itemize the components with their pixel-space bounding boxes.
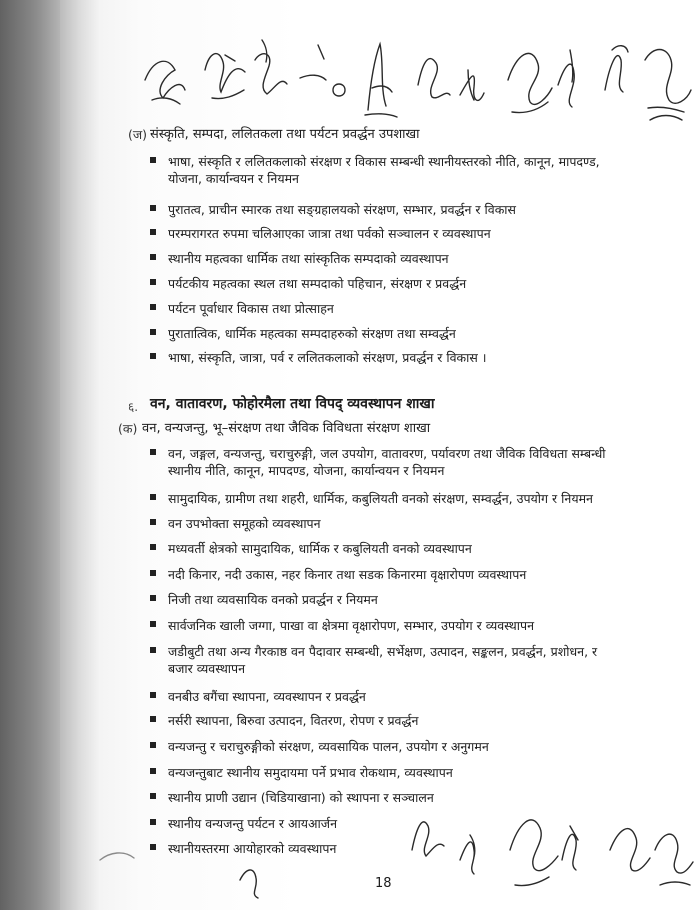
section-j-item-line: भाषा, संस्कृति र ललितकलाको संरक्षण र विकास सम्बन्धी स्थानीयस्तरको नीति, कानून, मापदण्ड, <box>168 154 600 169</box>
section-k-item <box>150 789 434 806</box>
bullet-square-icon <box>150 254 156 260</box>
section-k-item-line: स्थानीय प्राणी उद्यान (चिडियाखाना) को स्थापना र सञ्चालन <box>168 790 434 805</box>
bullet-square-icon <box>150 205 156 211</box>
section-k-item <box>150 643 597 677</box>
section-j-item-line-2: योजना, कार्यान्वयन र नियमन <box>168 171 299 186</box>
section-k-item <box>150 445 606 479</box>
section-k-item-line-2: बजार व्यवस्थापन <box>168 661 246 676</box>
section-k-item <box>150 688 366 705</box>
section-j-item <box>150 201 516 218</box>
bullet-square-icon <box>150 844 156 850</box>
section-k-item-line: वनबीउ बगैंचा स्थापना, व्यवस्थापन र प्रवर्द्धन <box>168 689 366 704</box>
section-j-item-line: पुरातत्व, प्राचीन स्मारक तथा सङ्ग्रहालयको संरक्षण, सम्भार, प्रवर्द्धन र विकास <box>168 202 516 217</box>
signature-bottom-2 <box>460 835 475 874</box>
section-j-item <box>150 225 491 242</box>
section-j-letter: (ज) <box>128 127 148 142</box>
section-k-item-line: सार्वजनिक खाली जग्गा, पाखा वा क्षेत्रमा वृक्षारोपण, सम्भार, उपयोग र व्यवस्थापन <box>168 618 535 633</box>
bullet-square-icon <box>150 716 156 722</box>
section-k-item-line: वन्यजन्तुबाट स्थानीय समुदायमा पर्ने प्रभाव रोकथाम, व्यवस्थापन <box>168 765 453 780</box>
bullet-square-icon <box>150 494 156 500</box>
section-j-item-line: पुरातात्विक, धार्मिक महत्वका सम्पदाहरुको संरक्षण तथा सम्वर्द्धन <box>168 326 456 341</box>
section-k-item-line: स्थानीयस्तरमा आयोहारको व्यवस्थापन <box>168 841 337 856</box>
bullet-square-icon <box>150 304 156 310</box>
signature-top-11 <box>605 46 628 92</box>
section-k-item <box>150 490 593 507</box>
section-j-item-line: भाषा, संस्कृति, जात्रा, पर्व र ललितकलाको संरक्षण, प्रवर्द्धन र विकास । <box>168 350 487 365</box>
section-j-item <box>150 349 487 366</box>
section-k-item <box>150 840 336 857</box>
section-k-item-line: नदी किनार, नदी उकास, नहर किनार तथा सडक किनारमा वृक्षारोपण व्यवस्थापन <box>168 567 527 582</box>
signature-top-4 <box>300 45 326 80</box>
signature-bottom-3 <box>510 820 558 886</box>
section-k-item-line: नर्सरी स्थापना, बिरुवा उत्पादन, वितरण, रोपण र प्रवर्द्धन <box>168 713 419 728</box>
section-6-number: ६. <box>128 400 139 414</box>
signature-bottom-6 <box>655 834 693 885</box>
section-k-item <box>150 712 418 729</box>
bullet-square-icon <box>150 353 156 359</box>
section-k-item-line: वन्यजन्तु र चराचुरुङ्गीको संरक्षण, व्यवसायिक पालन, उपयोग र अनुगमन <box>168 739 489 754</box>
signature-top-2 <box>205 54 245 99</box>
signature-bottom-8 <box>100 853 134 860</box>
section-k-item-line: निजी तथा व्यवसायिक वनको प्रवर्द्धन र नियमन <box>168 592 378 607</box>
bullet-square-icon <box>150 279 156 285</box>
section-k-item-line: स्थानीय वन्यजन्तु पर्यटन र आयआर्जन <box>168 816 338 831</box>
bullet-square-icon <box>150 742 156 748</box>
signature-top-6 <box>365 44 397 117</box>
section-j-item-line: पर्यटन पूर्वाधार विकास तथा प्रोत्साहन <box>168 301 334 316</box>
section-k-letter: (क) <box>118 421 138 436</box>
section-6-title: वन, वातावरण, फोहोरमैला तथा विपद् व्यवस्थापन शाखा <box>150 396 435 412</box>
section-k-item <box>150 540 472 557</box>
section-k-item <box>150 815 337 832</box>
bullet-square-icon <box>150 595 156 601</box>
bullet-square-icon <box>150 229 156 235</box>
section-j-item <box>150 300 334 317</box>
section-k-item-line: वन उपभोक्ता समूहको व्यवस्थापन <box>168 516 321 531</box>
section-j-item-line: परम्परागरत रुपमा चलिआएका जात्रा तथा पर्वको सञ्चालन र व्यवस्थापन <box>168 226 491 241</box>
bullet-square-icon <box>150 544 156 550</box>
section-k-item <box>150 515 321 532</box>
bullet-square-icon <box>150 570 156 576</box>
bullet-square-icon <box>150 621 156 627</box>
bullet-square-icon <box>150 157 156 163</box>
signature-bottom-4 <box>562 826 578 870</box>
bullet-square-icon <box>150 819 156 825</box>
section-k-item-line: वन, जङ्गल, वन्यजन्तु, चराचुरुङ्गी, जल उपयोग, वातावरण, पर्यावरण तथा जैविक विविधता सम्बन्धी <box>168 446 606 461</box>
signature-top-10 <box>558 50 574 107</box>
section-j-item <box>150 153 600 187</box>
section-k-item <box>150 617 534 634</box>
bullet-square-icon <box>150 793 156 799</box>
bullet-square-icon <box>150 768 156 774</box>
section-k-item <box>150 591 378 608</box>
bullet-square-icon <box>150 329 156 335</box>
section-k-title: वन, वन्यजन्तु, भू–संरक्षण तथा जैविक विविधता संरक्षण शाखा <box>142 421 431 436</box>
section-k-item <box>150 764 453 781</box>
signature-top-8 <box>460 70 484 100</box>
section-k-item-line: सामुदायिक, ग्रामीण तथा शहरी, धार्मिक, कबुलियती वनको संरक्षण, सम्वर्द्धन, उपयोग र नियमन <box>168 491 593 506</box>
section-k-item-line-2: स्थानीय नीति, कानून, मापदण्ड, योजना, कार्यान्वयन र नियमन <box>168 463 445 478</box>
bullet-square-icon <box>150 647 156 653</box>
signature-top-1 <box>145 61 185 104</box>
section-k-item <box>150 738 489 755</box>
bullet-square-icon <box>150 449 156 455</box>
section-j-item-line: पर्यटकीय महत्वका स्थल तथा सम्पदाको पहिचान, संरक्षण र प्रवर्द्धन <box>168 276 467 291</box>
page-number: 18 <box>375 876 392 891</box>
signature-top-5 <box>333 84 345 96</box>
section-j-item <box>150 250 449 267</box>
section-j-item <box>150 275 466 292</box>
bullet-square-icon <box>150 692 156 698</box>
signature-top-9 <box>508 53 552 112</box>
signature-bottom-7 <box>240 870 258 898</box>
signature-top-7 <box>418 59 450 98</box>
signature-top-3 <box>255 40 287 94</box>
section-j-title: संस्कृति, सम्पदा, ललितकला तथा पर्यटन प्रवर्द्धन उपशाखा <box>150 127 420 142</box>
section-k-item <box>150 566 526 583</box>
section-j-item-line: स्थानीय महत्वका धार्मिक तथा सांस्कृतिक सम्पदाको व्यवस्थापन <box>168 251 449 266</box>
signature-bottom-1 <box>412 822 444 856</box>
signature-bottom-5 <box>610 829 650 871</box>
section-k-item-line: मध्यवर्ती क्षेत्रको सामुदायिक, धार्मिक र कबुलियती वनको व्यवस्थापन <box>168 541 472 556</box>
section-j-item <box>150 325 456 342</box>
bullet-square-icon <box>150 519 156 525</box>
signature-top-12 <box>645 50 691 121</box>
section-k-item-line: जडीबुटी तथा अन्य गैरकाष्ठ वन पैदावार सम्बन्धी, सर्भेक्षण, उत्पादन, सङ्कलन, प्रवर्द्धन, प्रशोधन, र <box>168 644 598 659</box>
